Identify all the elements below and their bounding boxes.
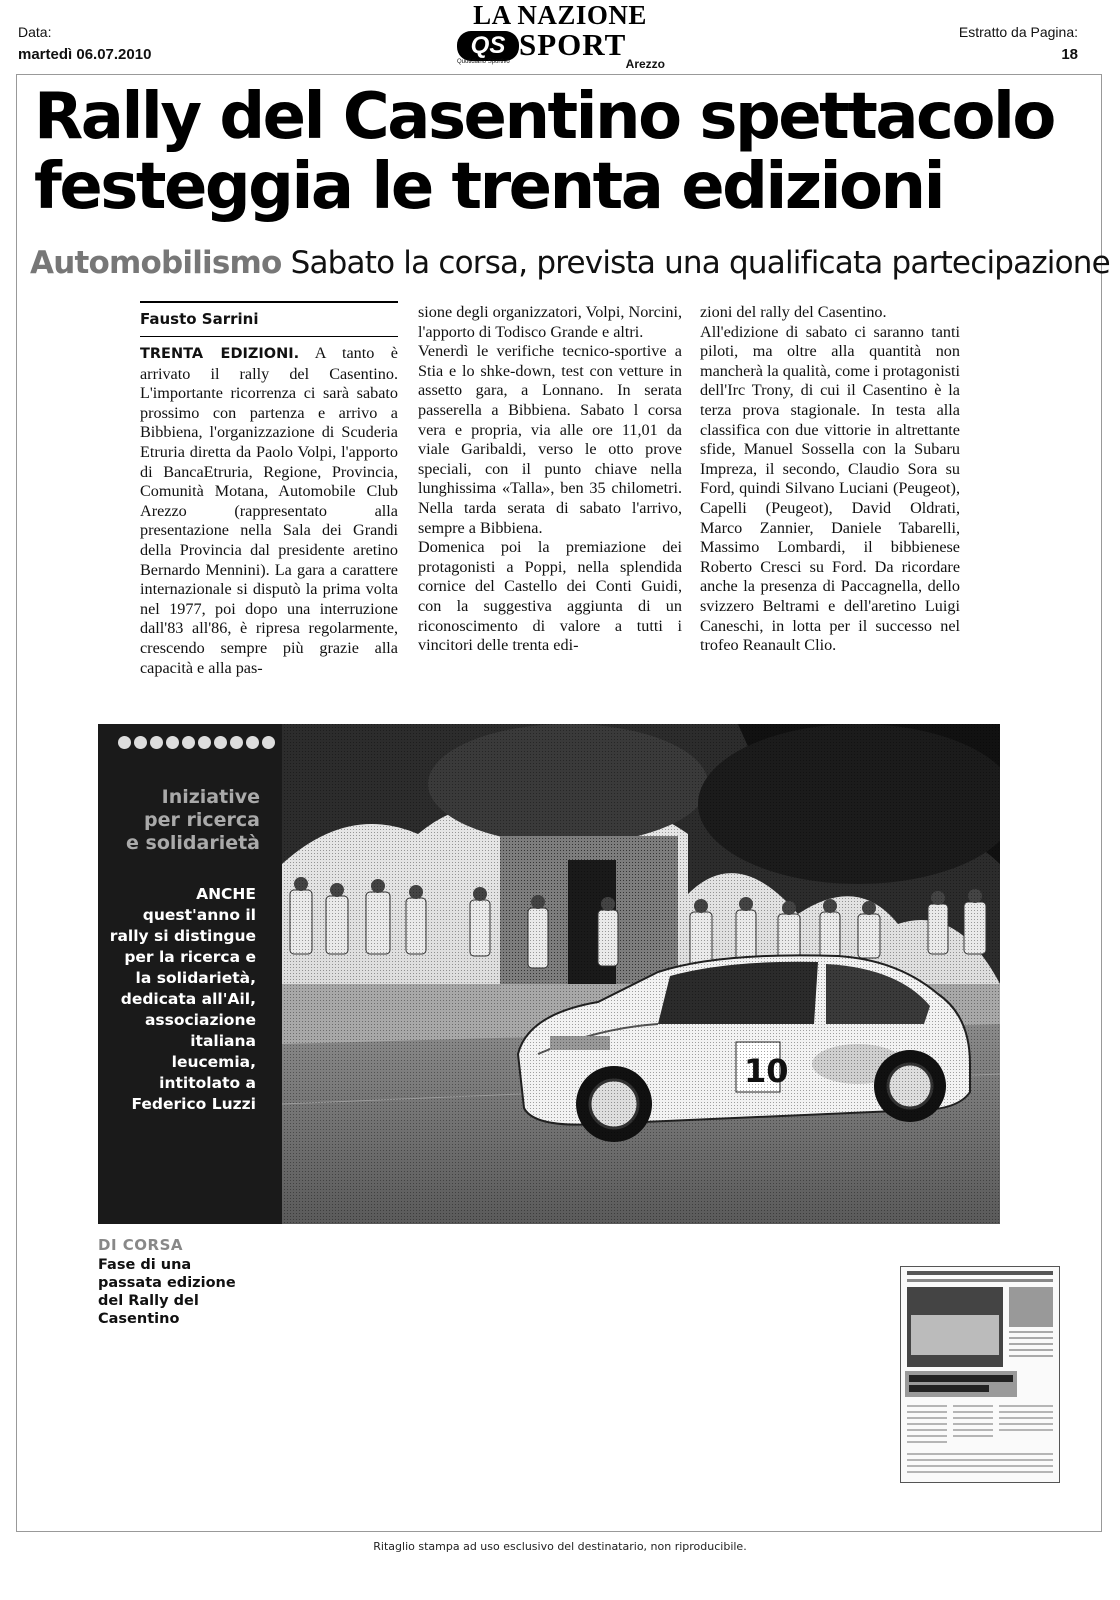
masthead-row [455,27,665,71]
sidebar-title-line: per ricerca [144,809,260,831]
article-column-2 [418,303,682,656]
page-label: Estratto da Pagina: [958,24,1078,40]
article-column-3 [700,303,960,656]
byline-rule-bottom [140,336,398,337]
section-kicker: Automobilismo [30,245,282,281]
sidebar-title [108,786,260,855]
sidebar-text: ANCHE quest'anno il rally si distingue per la ricerca e la solidarietà, dedicata all'Ail, associazione italiana leucemia, intitolato a Federico Luzzi [109,885,256,1113]
photo-caption: Fase di una passata edizione del Rally del Casentino [98,1257,236,1327]
byline-rule-top [140,301,398,303]
caption-kicker: DI CORSA [98,1236,183,1254]
column-1-text: A tanto è arrivato il rally del Casentino. L'importante ricorrenza ci sarà sabato prossimo con partenza e arrivo a Bibbiena, l'organizzazione di Scuderia Etruria diretta da Paolo Volpi, l'apporto di BancaEtruria, Regione, Provincia, Comunità Motana, Automobile Club Arezzo (rappresentato alla presentazione nella Sala dei Grandi della Provincia dal presidente aretino Bernardo Mennini). La gara a carattere internazionale si disputò la prima volta nel 1977, poi dopo una interruzione dall'83 all'86, è ripresa regolarmente, crescendo sempre più grazie alla capacità e alla pas- [140,344,398,677]
page-number-text: 18 [1061,46,1078,63]
date-label: Data: [18,24,52,40]
column-3-paragraph: zioni del rally del Casentino. [700,303,887,321]
page-thumbnail-image [901,1267,1059,1482]
dot-icon [230,736,243,749]
masthead-tagline: Quotidiano Sportivo [457,59,510,65]
decorative-dots [118,736,278,754]
qs-logo: QS [457,31,519,61]
article-column-1 [140,344,398,678]
sidebar-title-line: e solidarietà [126,832,260,854]
masthead-edition: Arezzo [625,57,665,71]
headline-line-1: Rally del Casentino spettacolo [34,80,1054,154]
headline-line-2: festeggia le trenta edizioni [34,150,943,224]
article-headline [34,82,1094,222]
dot-icon [150,736,163,749]
column-2-paragraph: Venerdì le verifiche tecnico-sportive a Stia e lo shke-down, test con vetture in assetto gara, a Lonnano. In serata passerella a Bibbiena. Sabato l corsa vera e propria, via alle ore 11,01 da viale Garibaldi, verso le otto prove speciali, con il punto chiave nella lunghissima «Talla», ben 35 chilometri. Nella tarda serata di sabato l'arrivo, sempre a Bibbiena. [418,342,682,537]
lead-phrase: TRENTA EDIZIONI. [140,346,300,362]
article-subhead [30,244,1110,282]
footer-notice: Ritaglio stampa ad uso esclusivo del destinatario, non riproducibile. [373,1540,747,1553]
masthead-sport: SPORT [519,27,627,62]
page-thumbnail [900,1266,1060,1483]
dot-icon [134,736,147,749]
page-number [1061,46,1078,63]
masthead-logo [455,0,665,71]
column-3-paragraph: All'edizione di sabato ci saranno tanti piloti, ma oltre alla quantità non mancherà la qualità, come i protagonisti dell'Irc Trony, di cui il Casentino è la terza prova stagionale. In testa alla classifica con due vittorie in altrettante sfide, Manuel Sossella con la Subaru Impreza, il secondo, Claudio Sora su Ford, quindi Silvano Luciani (Peugeot), Capelli (Peugeot), David Oldrati, Marco Zannier, Daniele Tabarelli, Massimo Lombardi, il bibbienese Roberto Cresci su Ford. Da ricordare anche la presenza di Paccagnella, dello svizzero Beltrami e dell'aretino Luigi Caneschi, in lotta per il successo nel trofeo Reanault Clio. [700,322,960,655]
dot-icon [198,736,211,749]
dot-icon [246,736,259,749]
subtitle: Sabato la corsa, prevista una qualificata partecipazione [290,245,1110,281]
byline: Fausto Sarrini [140,310,259,328]
dot-icon [182,736,195,749]
sidebar-title-line: Iniziative [161,786,260,808]
masthead-title: LA NAZIONE [473,0,647,30]
column-2-paragraph: Domenica poi la premiazione dei protagonisti a Poppi, nella splendida cornice del Castello dei Conti Guidi, con la suggestiva aggiunta di un riconoscimento di valore a tutti i vincitori delle trenta edi- [418,538,682,655]
dot-icon [214,736,227,749]
dot-icon [262,736,275,749]
dot-icon [166,736,179,749]
date-value [18,46,151,63]
date-value-text: martedì 06.07.2010 [18,46,152,63]
dot-icon [118,736,131,749]
column-2-paragraph: sione degli organizzatori, Volpi, Norcini, l'apporto di Todisco Grande e altri. [418,303,682,341]
